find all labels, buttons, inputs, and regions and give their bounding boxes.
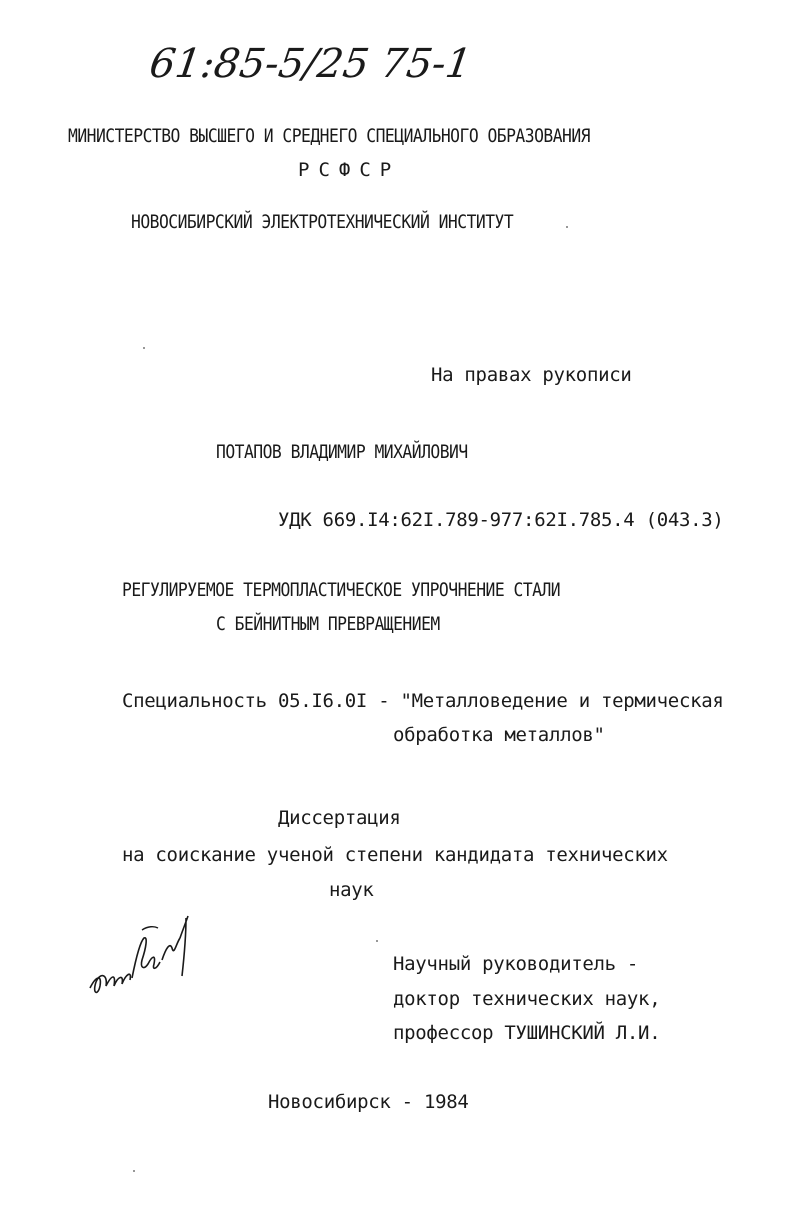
- dissertation-title-line-2: С БЕЙНИТНЫМ ПРЕВРАЩЕНИЕМ: [216, 613, 440, 635]
- catalog-number-handwritten: 61:85-5/25 75-1: [146, 41, 475, 87]
- city-and-year: Новосибирск - 1984: [268, 1091, 469, 1113]
- degree-line-end: наук: [329, 879, 374, 901]
- degree-line: на соискание ученой степени кандидата технических: [122, 844, 668, 866]
- supervisor-label: Научный руководитель -: [393, 953, 639, 975]
- institute-heading: НОВОСИБИРСКИЙ ЭЛЕКТРОТЕХНИЧЕСКИЙ ИНСТИТУТ: [131, 211, 514, 233]
- author-name: ПОТАПОВ ВЛАДИМИР МИХАЙЛОВИЧ: [216, 441, 468, 463]
- manuscript-rights-note: На правах рукописи: [431, 364, 632, 386]
- specialty-line-2: обработка металлов": [393, 724, 605, 746]
- scan-speck: [143, 347, 145, 349]
- ministry-heading: МИНИСТЕРСТВО ВЫСШЕГО И СРЕДНЕГО СПЕЦИАЛЬНОГО ОБРАЗОВАНИЯ: [68, 125, 591, 147]
- scan-speck: [566, 226, 568, 228]
- dissertation-label: Диссертация: [278, 807, 401, 829]
- dissertation-title-line-1: РЕГУЛИРУЕМОЕ ТЕРМОПЛАСТИЧЕСКОЕ УПРОЧНЕНИЕ СТАЛИ: [122, 579, 561, 601]
- scan-speck: [376, 940, 378, 942]
- supervisor-degree: доктор технических наук,: [393, 988, 661, 1010]
- udc-code: УДК 669.I4:62I.789-977:62I.785.4 (043.3): [278, 509, 724, 531]
- handwritten-signature: [82, 908, 202, 1008]
- scan-speck: [133, 1170, 135, 1172]
- supervisor-name: профессор ТУШИНСКИЙ Л.И.: [393, 1022, 661, 1044]
- specialty-line-1: Специальность 05.I6.0I - "Металловедение и термическая: [122, 690, 724, 712]
- republic-heading: РСФСР: [298, 159, 401, 181]
